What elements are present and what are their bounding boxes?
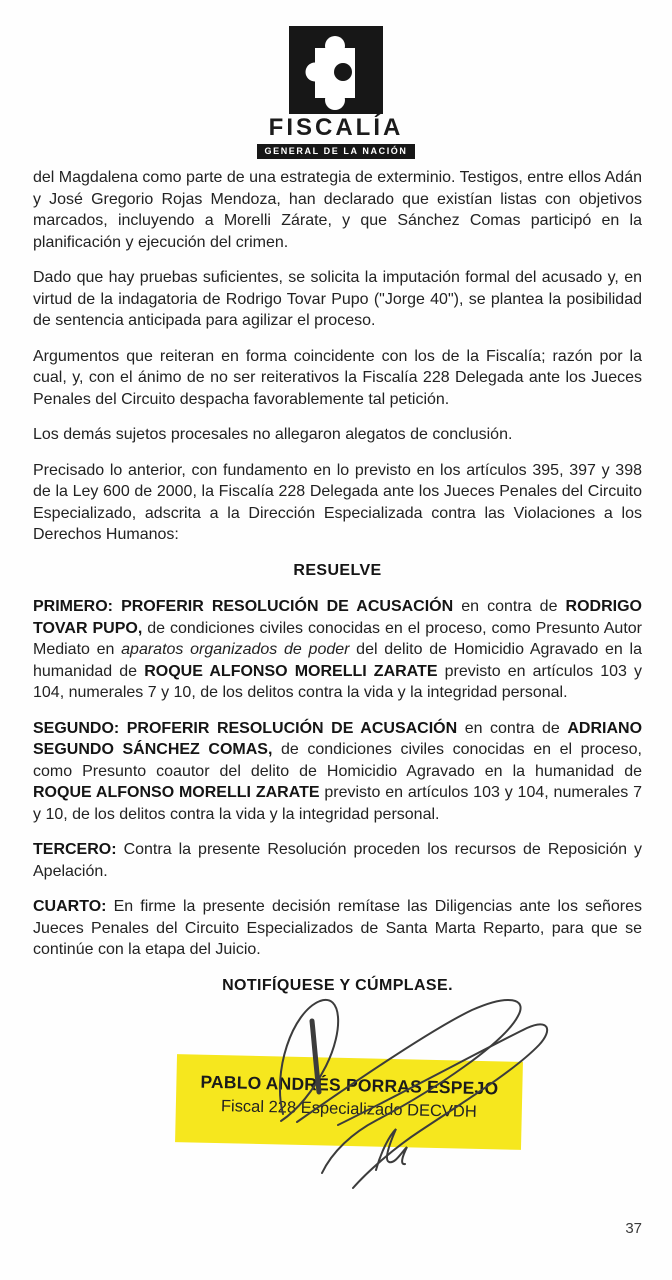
document-heading <box>33 975 642 997</box>
text-segment: En firme la presente decisión remítase las Diligencias ante los señores Jueces Penales del Circuito Especializados de Santa Marta Reparto, para que se continúe con la etapa del Juicio. <box>33 898 642 958</box>
text-segment: PRIMERO: PROFERIR RESOLUCIÓN DE ACUSACIÓN <box>33 598 454 615</box>
letterhead-subtitle: GENERAL DE LA NACIÓN <box>257 144 414 159</box>
letterhead <box>0 0 672 159</box>
text-segment: ROQUE ALFONSO MORELLI ZARATE <box>33 784 320 801</box>
text-segment: previsto en artículos 103 y 104, numerales 7 y 10, de los delitos contra la vida y la integridad personal. <box>33 784 642 823</box>
text-segment: en contra de <box>453 598 566 615</box>
document-body <box>0 159 672 996</box>
text-segment: Los demás sujetos procesales no allegaron alegatos de conclusión. <box>33 426 513 443</box>
text-segment: de condiciones civiles conocidas en el proceso, como Presunto coautor del delito de Homicidio Agravado en la humanidad de <box>33 741 643 780</box>
document-paragraph <box>33 460 642 546</box>
text-segment: ADRIANO SEGUNDO SÁNCHEZ COMAS, <box>33 719 643 758</box>
text-segment: en contra de <box>457 719 568 737</box>
text-segment: de condiciones civiles conocidas en el proceso, como Presunto Autor Mediato en <box>33 619 642 658</box>
document-paragraph <box>33 267 642 332</box>
signer-title: Fiscal 228 Especializado DECVDH <box>220 1097 477 1121</box>
letterhead-institution: FISCALÍA <box>268 114 404 141</box>
text-segment: SEGUNDO: PROFERIR RESOLUCIÓN DE ACUSACIÓN <box>33 719 458 737</box>
text-segment: RESUELVE <box>293 561 382 579</box>
document-paragraph <box>33 346 642 411</box>
document-paragraph <box>33 896 642 961</box>
text-segment: TERCERO: <box>33 841 117 858</box>
document-paragraph <box>33 718 642 826</box>
document-paragraph <box>33 167 642 253</box>
puzzle-piece-icon <box>289 26 383 114</box>
text-segment: ROQUE ALFONSO MORELLI ZARATE <box>144 662 438 680</box>
text-segment: del Magdalena como parte de una estrategia de exterminio. Testigos, entre ellos Adán y José Gregorio Rojas Mendoza, han declarado que existían listas con objetivos marcados, incluyendo a Morelli Zárate, y que Sánchez Comas participó en la planificación y ejecución del crimen. <box>33 169 642 251</box>
document-paragraph <box>33 424 642 446</box>
signer-name: PABLO ANDRÉS PORRAS ESPEJO <box>200 1071 499 1099</box>
text-segment: CUARTO: <box>33 898 107 915</box>
text-segment: Contra la presente Resolución proceden los recursos de Reposición y Apelación. <box>33 841 642 880</box>
signature-highlight-block <box>175 1054 523 1150</box>
page-number: 37 <box>625 1220 642 1237</box>
text-segment: del delito de Homicidio Agravado en la humanidad de <box>33 641 642 680</box>
text-segment: Precisado lo anterior, con fundamento en lo previsto en los artículos 395, 397 y 398 de la Ley 600 de 2000, la Fiscalía 228 Delegada ante los Jueces Penales del Circuito Especializado, adscrita a la Dirección Especializada contra las Violaciones a los Derechos Humanos: <box>33 461 642 543</box>
text-segment: Dado que hay pruebas suficientes, se solicita la imputación formal del acusado y, en virtud de la indagatoria de Rodrigo Tovar Pupo ("Jorge 40"), se plantea la posibilidad de sentencia anticipada para agilizar el proceso. <box>33 269 642 329</box>
text-segment: Argumentos que reiteran en forma coincidente con los de la Fiscalía; razón por la cual, y, con el ánimo de no ser reiterativos la Fiscalía 228 Delegada ante los Jueces Penales del Circuito despacha favorablemente tal petición. <box>33 347 642 408</box>
document-paragraph <box>33 839 642 882</box>
text-segment: previsto en artículos 103 y 104, numerales 7 y 10, de los delitos contra la vida y la integridad personal. <box>33 662 643 701</box>
text-segment: NOTIFÍQUESE Y CÚMPLASE. <box>222 976 453 994</box>
document-heading <box>33 560 642 582</box>
document-paragraph <box>33 596 642 704</box>
text-segment: aparatos organizados de poder <box>121 641 350 658</box>
text-segment: RODRIGO TOVAR PUPO, <box>33 598 642 637</box>
